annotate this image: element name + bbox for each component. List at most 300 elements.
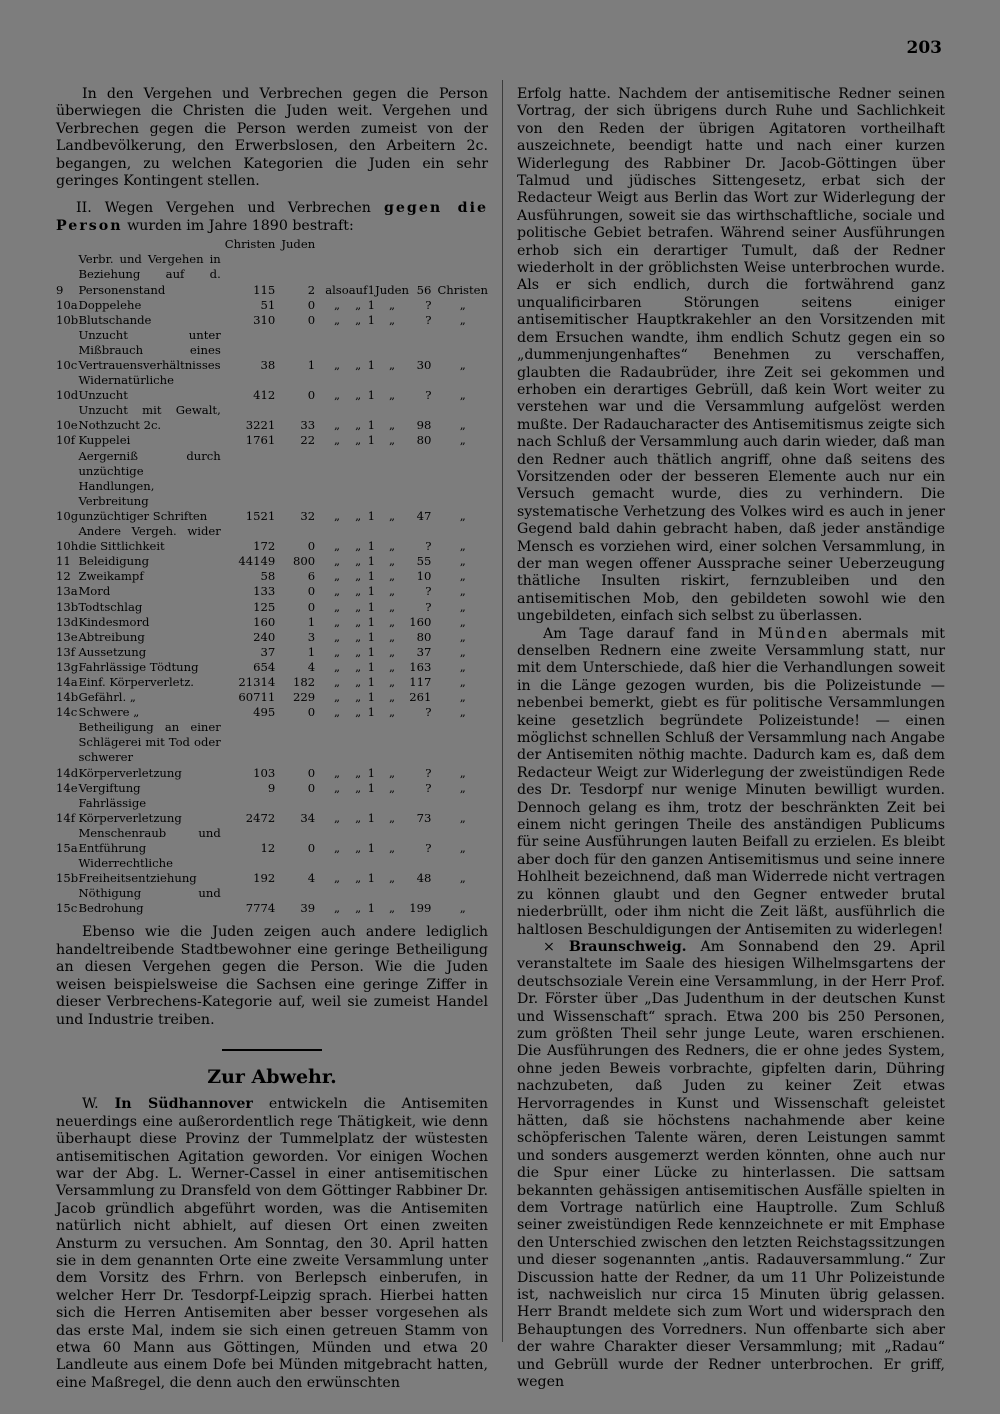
row-christen-count: 310 (253, 312, 276, 327)
row-crime: Aussetzung (78, 644, 147, 659)
row-juden-word: „ (389, 841, 396, 855)
row-ratio: ? (425, 297, 432, 312)
row-juden-word: „ (389, 508, 396, 523)
row-crime: Betheiligung an einer Schlägerei mit Tod oder schwerer Körperverletzung (78, 720, 221, 780)
p3-prefix: × (543, 938, 569, 955)
row-also: „ (333, 418, 340, 433)
row-code: 12 (56, 569, 71, 584)
row-auf: „ (355, 674, 362, 689)
row-ratio: 117 (409, 674, 432, 689)
row-one: 1 (367, 659, 375, 674)
row-ratio: 48 (416, 871, 432, 886)
row-one: 1 (367, 810, 375, 825)
row-juden-count: 229 (293, 690, 316, 705)
row-also: „ (333, 312, 340, 327)
row-auf: „ (355, 584, 362, 599)
section-rule (222, 1049, 322, 1051)
table-row (56, 886, 488, 916)
row-christen-word: „ (459, 508, 466, 523)
row-christen-word: „ (459, 358, 466, 372)
row-crime: Beleidigung (78, 554, 150, 569)
row-ratio: 163 (409, 659, 432, 674)
table-row (56, 328, 488, 373)
row-one: 1 (367, 569, 375, 584)
row-juden-count: 2 (307, 282, 316, 297)
row-juden-count: 39 (300, 901, 316, 916)
row-also: „ (333, 297, 340, 312)
row-ratio: 55 (416, 554, 432, 569)
row-code: 14a (56, 674, 78, 689)
table-row (56, 856, 488, 886)
row-also: „ (333, 644, 340, 659)
p2-prefix: Am Tage darauf fand in (543, 625, 745, 642)
row-juden-count: 1 (307, 614, 316, 629)
row-ratio: 37 (416, 644, 432, 659)
row-crime: Widerrechtliche Freiheitsentziehung (78, 856, 197, 886)
table-row (56, 433, 488, 448)
row-crime: Zweikampf (78, 569, 144, 584)
row-juden-word: „ (389, 780, 396, 795)
row-code: 15a (56, 841, 78, 855)
row-crime: Fahrlässige Tödtung (78, 659, 199, 674)
row-juden-count: 0 (307, 388, 316, 403)
after-table-paragraph: Ebenso wie die Juden zeigen auch andere lediglich handeltreibende Stadtbewohner eine geringe Betheiligung an diesen Vergehen gegen die Person. Wie die Juden weisen beispielsweise die Sachsen eine geringe Ziffer in dieser Verbrechens-Kategorie auf, weil sie zumeist Handel und Industrie treiben. (56, 924, 488, 1028)
row-also: „ (333, 780, 340, 795)
right-paragraph-2 (517, 626, 945, 939)
row-christen-word: „ (459, 388, 466, 403)
row-one: 1 (367, 629, 375, 644)
row-one: 1 (367, 433, 375, 448)
row-crime: Widernatürliche Unzucht (78, 373, 174, 403)
row-code: 15b (56, 871, 79, 886)
row-auf: auf (348, 282, 368, 297)
row-also: „ (333, 599, 340, 614)
row-one: 1 (367, 297, 375, 312)
row-ratio: 10 (416, 569, 432, 584)
row-crime: Unzucht mit Gewalt, Nothzucht 2c. (78, 403, 221, 433)
row-crime: Vergiftung (78, 780, 141, 795)
row-christen-count: 133 (253, 584, 276, 599)
row-auf: „ (355, 554, 362, 569)
row-code: 14b (56, 690, 79, 705)
row-also: „ (333, 584, 340, 599)
row-auf: „ (355, 871, 362, 886)
row-also: „ (333, 765, 340, 780)
row-juden-word: „ (389, 674, 396, 689)
row-auf: „ (355, 765, 362, 780)
row-auf: „ (355, 901, 362, 916)
row-juden-count: 32 (300, 508, 316, 523)
row-one: 1 (367, 388, 375, 403)
row-auf: „ (355, 644, 362, 659)
row-christen-count: 12 (260, 841, 276, 855)
row-ratio: ? (425, 780, 432, 795)
crime-statistics-table (56, 237, 488, 916)
row-crime: Kindesmord (78, 614, 150, 629)
row-juden-word: „ (389, 388, 396, 403)
row-code: 10f (56, 433, 76, 448)
row-one: 1 (367, 584, 375, 599)
row-ratio: 98 (416, 418, 432, 433)
row-code: 13a (56, 584, 78, 599)
row-christen-count: 9 (267, 780, 276, 795)
row-ratio: 160 (409, 614, 432, 629)
row-christen-word: „ (459, 418, 466, 433)
row-juden-count: 3 (307, 629, 316, 644)
row-auf: „ (355, 614, 362, 629)
row-crime: Verbr. und Vergehen in Beziehung auf d. Personenstand (78, 252, 221, 297)
row-crime: Andere Vergeh. wider die Sittlichkeit (78, 524, 221, 554)
row-also: „ (333, 388, 340, 403)
row-code: 10g (56, 508, 79, 523)
row-juden-word: „ (389, 659, 396, 674)
row-one: 1 (367, 871, 375, 886)
row-juden-count: 0 (307, 297, 316, 312)
table-heading (56, 200, 488, 235)
table-row (56, 781, 488, 796)
row-christen-word: „ (459, 312, 466, 327)
row-juden-word: „ (389, 599, 396, 614)
row-juden-word: „ (389, 901, 396, 916)
row-one: 1 (367, 674, 375, 689)
row-christen-count: 21314 (238, 674, 276, 689)
row-code: 10a (56, 297, 78, 312)
row-code: 10h (56, 539, 79, 554)
table-row (56, 524, 488, 554)
right-column (517, 86, 945, 1391)
row-christen-word: „ (459, 841, 466, 855)
row-one: 1 (367, 599, 375, 614)
row-christen-word: „ (459, 554, 466, 569)
row-code: 14f (56, 810, 76, 825)
abwehr-paragraph (56, 1096, 488, 1392)
row-ratio: ? (425, 388, 432, 403)
row-juden-word: „ (389, 629, 396, 644)
row-code: 13e (56, 629, 78, 644)
row-christen-word: „ (459, 584, 466, 599)
row-christen-word: „ (459, 765, 466, 780)
row-also: „ (333, 705, 340, 720)
row-ratio: 261 (409, 690, 432, 705)
row-juden-word: „ (389, 539, 396, 554)
row-one: 1 (367, 705, 375, 720)
table-row (56, 313, 488, 328)
row-code: 15c (56, 901, 78, 916)
row-also: „ (333, 539, 340, 554)
row-code: 10e (56, 418, 78, 433)
row-juden-word: „ (389, 705, 396, 720)
header-christen: Christen (224, 237, 276, 252)
row-juden-count: 182 (293, 674, 316, 689)
row-juden-count: 0 (307, 705, 316, 720)
row-juden-word: „ (389, 433, 396, 448)
table-row (56, 252, 488, 297)
table-row (56, 705, 488, 720)
row-christen-word: „ (459, 705, 466, 720)
row-also: „ (333, 433, 340, 448)
row-juden-word: „ (389, 584, 396, 599)
row-one: 1 (367, 901, 375, 916)
row-christen-word: „ (459, 629, 466, 644)
row-auf: „ (355, 705, 362, 720)
row-christen-count: 172 (253, 539, 276, 554)
row-christen-word: „ (459, 433, 466, 448)
table-row (56, 449, 488, 524)
row-auf: „ (355, 312, 362, 327)
row-christen-word: Christen (437, 282, 488, 297)
left-column (56, 86, 488, 1392)
row-code: 14e (56, 780, 78, 795)
row-one: 1 (367, 554, 375, 569)
row-auf: „ (355, 433, 362, 448)
row-one: 1 (367, 508, 375, 523)
row-crime: Kuppelei (78, 433, 131, 448)
row-christen-count: 58 (260, 569, 276, 584)
row-juden-count: 0 (307, 584, 316, 599)
row-christen-count: 44149 (238, 554, 276, 569)
row-christen-word: „ (459, 780, 466, 795)
right-paragraph-1: Erfolg hatte. Nachdem der antisemitische Redner seinen Vortrag, der sich übrigens durch Ruhe und Sachlichkeit von den Reden der übrigen Agitatoren vortheilhaft auszeichnete, beendigt hatte und nach einer kurzen Widerlegung des Rabbiner Dr. Jacob-Göttingen über Talmud und jüdisches Sittengesetz, erbat sich der Redacteur Weigt aus Berlin das Wort zur Widerlegung der Ausführungen, soweit sie das wirthschaftliche, sociale und politische Gebiet betrafen. Während seiner Ausführungen erhob sich ein derartiger Tumult, daß der Redner wiederholt in der gröblichsten Weise unterbrochen wurde. Als er sich endlich, durch die fortwährend ganz unqualificirbaren Störungen seitens einiger antisemitischer Hauptkrakehler an den Vorsitzenden mit dem Ersuchen wandte, ihm endlich Schutz gegen ein so „dummenjungenhaftes“ Benehmen zu verschaffen, glaubten die Radaubrüder, ihre Zeit sei gekommen und erhoben ein derartiges Gebrüll, daß kein Wort weiter zu verstehen war und die Versammlung aufgelöst werden mußte. Der Radaucharacter des Antisemitismus zeigte sich nach Schluß der Versammlung auch darin wieder, daß man den Redner auch thätlich angriff, ohne daß seitens des Vorsitzenden oder der besseren Elemente auch nur ein Versuch gemacht wurde, dies zu verhindern. Die systematische Verhetzung des Volkes wird es auch in jener Gegend bald dahin gebracht haben, daß jeder anständige Mensch es vorziehen wird, einer solchen Versammlung, in der man wegen offener Aussprache seiner Ueberzeugung thätliche Insulten riskirt, fernzubleiben und den antisemitischen Mob, den gebildeten sowohl wie den ungebildeten, einfach sich selbst zu überlassen. (517, 86, 945, 625)
row-juden-word: „ (389, 765, 396, 780)
row-one: 1 (367, 765, 375, 780)
table-row (56, 630, 488, 645)
row-juden-word: „ (389, 569, 396, 584)
row-christen-count: 192 (253, 871, 276, 886)
row-one: 1 (367, 312, 375, 327)
row-crime: Einf. Körperverletz. (78, 674, 194, 689)
p3-text: Am Sonnabend den 29. April veranstaltete im Saale des hiesigen Wilhelmsgartens der deutschsoziale Verein eine Versammlung, in der Herr Prof. Dr. Förster über „Das Judenthum in der deutschen Kunst und Wissenschaft“ sprach. Etwa 200 bis 250 Personen, zum größten Theil sehr junge Leute, waren erschienen. Die Ausführungen des Redners, die er ohne jedes System, ohne jeden Beweis vorbrachte, gipfelten darin, Dühring nachzubeten, daß Juden zu keiner Zeit etwas Hervorragendes in Kunst und Wissenschaft geleistet hätten, daß sie höchstens nachahmende aber keine schöpferischen Talente wären, deren Leistungen sammt und sonders ausgemerzt werden könnten, ohne auch nur die Spur einer Lücke zu hinterlassen. Die sattsam bekannten gehässigen antisemitischen Ausfälle spielten in dem Vortrage natürlich eine Hauptrolle. Zum Schluß seiner zweistündigen Rede kennzeichnete er mit Emphase den Unterschied zwischen den letzten Reichstagssitzungen und dieser sogenannten „antis. Radauversammlung.“ Zur Discussion hatte der Redner, da um 11 Uhr Polizeistunde ist, nachweislich nur circa 15 Minuten übrig gelassen. Herr Brandt meldete sich zum Wort und widersprach den Behauptungen des Vorredners. Nun offenbarte sich aber der wahre Charakter dieser Versammlung; mit „Radau“ und Gebrüll wurde der Redner unterbrochen. Er griff, wegen (517, 938, 945, 1391)
row-juden-count: 33 (300, 418, 316, 433)
table-row (56, 615, 488, 630)
row-juden-count: 0 (307, 765, 316, 780)
row-crime: Gefährl. „ (78, 690, 136, 705)
row-ratio: 80 (416, 629, 432, 644)
row-christen-count: 38 (260, 358, 276, 372)
row-christen-word: „ (459, 644, 466, 659)
row-auf: „ (355, 297, 362, 312)
row-ratio: ? (425, 599, 432, 614)
row-crime: Schwere „ (78, 705, 140, 720)
row-also: „ (333, 358, 340, 372)
column-divider (502, 80, 503, 1342)
row-also: „ (333, 841, 340, 855)
table-row (56, 373, 488, 403)
p3-bold: Braunschweig. (568, 938, 687, 955)
row-ratio: ? (425, 765, 432, 780)
row-crime: Menschenraub und Entführung (78, 825, 221, 855)
right-paragraph-3 (517, 939, 945, 1392)
row-auf: „ (355, 539, 362, 554)
row-ratio: 30 (416, 358, 432, 372)
row-ratio: 56 (416, 282, 432, 297)
row-christen-count: 60711 (238, 690, 276, 705)
row-christen-word: „ (459, 614, 466, 629)
row-christen-word: „ (459, 674, 466, 689)
row-crime: Blutschande (78, 312, 152, 327)
row-code: 14d (56, 765, 79, 780)
row-auf: „ (355, 418, 362, 433)
row-juden-word: „ (389, 871, 396, 886)
row-crime: Unzucht unter Mißbrauch eines Vertrauensverhältnisses (78, 327, 221, 372)
row-christen-word: „ (459, 569, 466, 584)
row-crime: Fahrlässige Körperverletzung (78, 795, 182, 825)
abwehr-prefix: W. (82, 1096, 99, 1113)
row-juden-count: 1 (307, 644, 316, 659)
table-row (56, 675, 488, 690)
table-heading-bold: gegen die Person (56, 200, 488, 234)
row-one: 1 (367, 282, 375, 297)
row-juden-count: 1 (307, 358, 316, 372)
table-row (56, 584, 488, 599)
row-christen-count: 51 (260, 297, 276, 312)
row-christen-count: 7774 (245, 901, 276, 916)
row-code: 10c (56, 358, 78, 372)
row-juden-count: 0 (307, 312, 316, 327)
row-juden-word: „ (389, 418, 396, 433)
row-ratio: 199 (409, 901, 432, 916)
row-crime: Doppelehe (78, 297, 142, 312)
row-ratio: ? (425, 584, 432, 599)
row-christen-count: 495 (253, 705, 276, 720)
row-crime: Todtschlag (78, 599, 143, 614)
row-christen-word: „ (459, 871, 466, 886)
row-ratio: 73 (416, 810, 432, 825)
row-juden-count: 0 (307, 539, 316, 554)
row-crime: Aergerniß durch unzüchtige Handlungen, Verbreitung unzüchtiger Schriften (78, 448, 221, 523)
row-one: 1 (367, 539, 375, 554)
row-auf: „ (355, 508, 362, 523)
intro-paragraph: In den Vergehen und Verbrechen gegen die Person überwiegen die Christen die Juden weit. Vergehen und Verbrechen gegen die Person werden zumeist von der Landbevölkerung, den Erwerbslosen, den Arbeitern 2c. begangen, zu welchen Kategorien die Juden ein sehr geringes Kontingent stellen. (56, 86, 488, 190)
row-one: 1 (367, 614, 375, 629)
row-auf: „ (355, 569, 362, 584)
table-row (56, 403, 488, 433)
table-row (56, 720, 488, 780)
row-one: 1 (367, 841, 375, 855)
row-christen-count: 103 (253, 765, 276, 780)
row-one: 1 (367, 780, 375, 795)
row-auf: „ (355, 810, 362, 825)
row-christen-word: „ (459, 599, 466, 614)
row-juden-count: 4 (307, 871, 316, 886)
row-juden-count: 6 (307, 569, 316, 584)
row-also: „ (333, 659, 340, 674)
row-auf: „ (355, 780, 362, 795)
row-juden-word: „ (389, 358, 396, 372)
row-christen-count: 654 (253, 659, 276, 674)
table-row (56, 660, 488, 675)
row-juden-count: 0 (307, 780, 316, 795)
row-code: 10b (56, 312, 79, 327)
row-also: „ (333, 554, 340, 569)
row-one: 1 (367, 418, 375, 433)
row-one: 1 (367, 644, 375, 659)
row-auf: „ (355, 690, 362, 705)
row-auf: „ (355, 841, 362, 855)
row-juden-word: „ (389, 644, 396, 659)
row-also: „ (333, 629, 340, 644)
row-auf: „ (355, 388, 362, 403)
table-header-row (56, 237, 488, 252)
row-auf: „ (355, 358, 362, 372)
row-juden-word: „ (389, 810, 396, 825)
row-crime: Mord (78, 584, 111, 599)
row-christen-count: 1521 (245, 508, 276, 523)
table-row (56, 600, 488, 615)
row-code: 11 (56, 554, 71, 569)
abwehr-bold: In Südhannover (114, 1096, 253, 1113)
p2-text: abermals mit denselben Rednern eine zweite Versammlung statt, nur mit dem Unterschiede, daß hier die Verhandlungen soweit in die Länge gezogen wurden, bis die Polizeistunde — nebenbei bemerkt, giebt es für politische Versammlungen keine gesetzlich begründete Polizeistunde! — einen möglichst schnellen Schluß der Versammlung nach Angabe der Antisemiten nöthig machte. Dadurch kam es, daß dem Redacteur Weigt zur Widerlegung der zweistündigen Rede des Dr. Tesdorpf nur wenige Minuten bewilligt wurden. Dennoch gelang es ihm, trotz der beschränkten Zeit bei einem nicht geringen Theile des anständigen Publicums für seine Ausführungen lauten Beifall zu erzielen. Es bleibt aber doch für den ganzen Antisemitismus und seine innere Hohlheit bezeichnend, daß man Widerrede nicht vertragen zu können glaubt und den Gegner entweder brutal niederbrüllt, oder ihm nicht die Zeit läßt, ausführlich die haltlosen Beschuldigungen der Antisemiten zu widerlegen! (517, 625, 945, 938)
row-juden-word: „ (389, 614, 396, 629)
table-row (56, 690, 488, 705)
row-also: „ (333, 690, 340, 705)
row-also: „ (333, 614, 340, 629)
row-juden-word: „ (389, 690, 396, 705)
row-juden-word: „ (389, 312, 396, 327)
row-ratio: ? (425, 539, 432, 554)
row-code: 14c (56, 705, 78, 720)
row-auf: „ (355, 629, 362, 644)
row-christen-word: „ (459, 297, 466, 312)
row-juden-word: „ (389, 554, 396, 569)
row-code: 13f (56, 644, 76, 659)
row-juden-count: 4 (307, 659, 316, 674)
row-code: 13d (56, 614, 79, 629)
row-christen-count: 2472 (245, 810, 276, 825)
row-juden-count: 0 (307, 599, 316, 614)
row-juden-count: 800 (293, 554, 316, 569)
row-christen-word: „ (459, 659, 466, 674)
row-one: 1 (367, 690, 375, 705)
header-juden: Juden (281, 237, 316, 252)
row-juden-count: 22 (300, 433, 316, 448)
row-christen-count: 3221 (245, 418, 276, 433)
row-also: also (325, 282, 349, 297)
row-christen-count: 115 (253, 282, 276, 297)
table-row (56, 554, 488, 569)
row-christen-count: 412 (253, 388, 276, 403)
row-christen-word: „ (459, 690, 466, 705)
row-ratio: 47 (416, 508, 432, 523)
row-juden-word: „ (389, 297, 396, 312)
row-code: 13g (56, 659, 79, 674)
row-also: „ (333, 901, 340, 916)
row-christen-count: 37 (260, 644, 276, 659)
table-heading-prefix: II. Wegen Vergehen und Verbrechen (76, 200, 371, 217)
row-ratio: 80 (416, 433, 432, 448)
row-also: „ (333, 810, 340, 825)
row-crime: Abtreibung (78, 629, 145, 644)
table-row (56, 796, 488, 826)
row-one: 1 (367, 358, 375, 372)
row-code: 9 (56, 282, 64, 297)
row-juden-count: 34 (300, 810, 316, 825)
table-heading-suffix: wurden im Jahre 1890 bestraft: (127, 217, 354, 234)
row-juden-word: Juden (375, 282, 409, 297)
row-code: 10d (56, 388, 79, 403)
row-code: 13b (56, 599, 79, 614)
abwehr-text: entwickeln die Antisemiten neuerdings eine außerordentlich rege Thätigkeit, wie denn überhaupt diese Provinz der Tummelplatz der wüstesten antisemitischen Agitation geworden. Vor einigen Wochen war der Abg. L. Werner-Cassel in einer antisemitischen Versammlung zu Dransfeld von dem Göttinger Rabbiner Dr. Jacob gründlich abgeführt worden, was die Antisemiten natürlich nicht abhielt, auf diesen Ort einen zweiten Ansturm zu versuchen. Am Sonntag, den 30. April hatten sie in dem genannten Orte eine zweite Versammlung unter dem Vorsitz des Frhrn. von Berlepsch einberufen, in welcher Herr Dr. Tesdorpf-Leipzig sprach. Hierbei hatten sich die Herren Antisemiten aber besser vorgesehen als das erste Mal, indem sie sich einen getreuen Stamm von etwa 60 Mann aus Göttingen, Münden und etwa 20 Landleute aus einem Dofe bei Münden mitgebracht hatten, eine Maßregel, die denn auch den erwünschten (56, 1096, 489, 1391)
row-also: „ (333, 508, 340, 523)
row-christen-count: 125 (253, 599, 276, 614)
row-juden-count: 0 (307, 841, 316, 855)
table-row (56, 298, 488, 313)
row-crime: Nöthigung und Bedrohung (78, 886, 221, 916)
row-ratio: ? (425, 312, 432, 327)
row-ratio: ? (425, 705, 432, 720)
row-christen-count: 240 (253, 629, 276, 644)
section-title: Zur Abwehr. (207, 1065, 337, 1088)
row-also: „ (333, 674, 340, 689)
